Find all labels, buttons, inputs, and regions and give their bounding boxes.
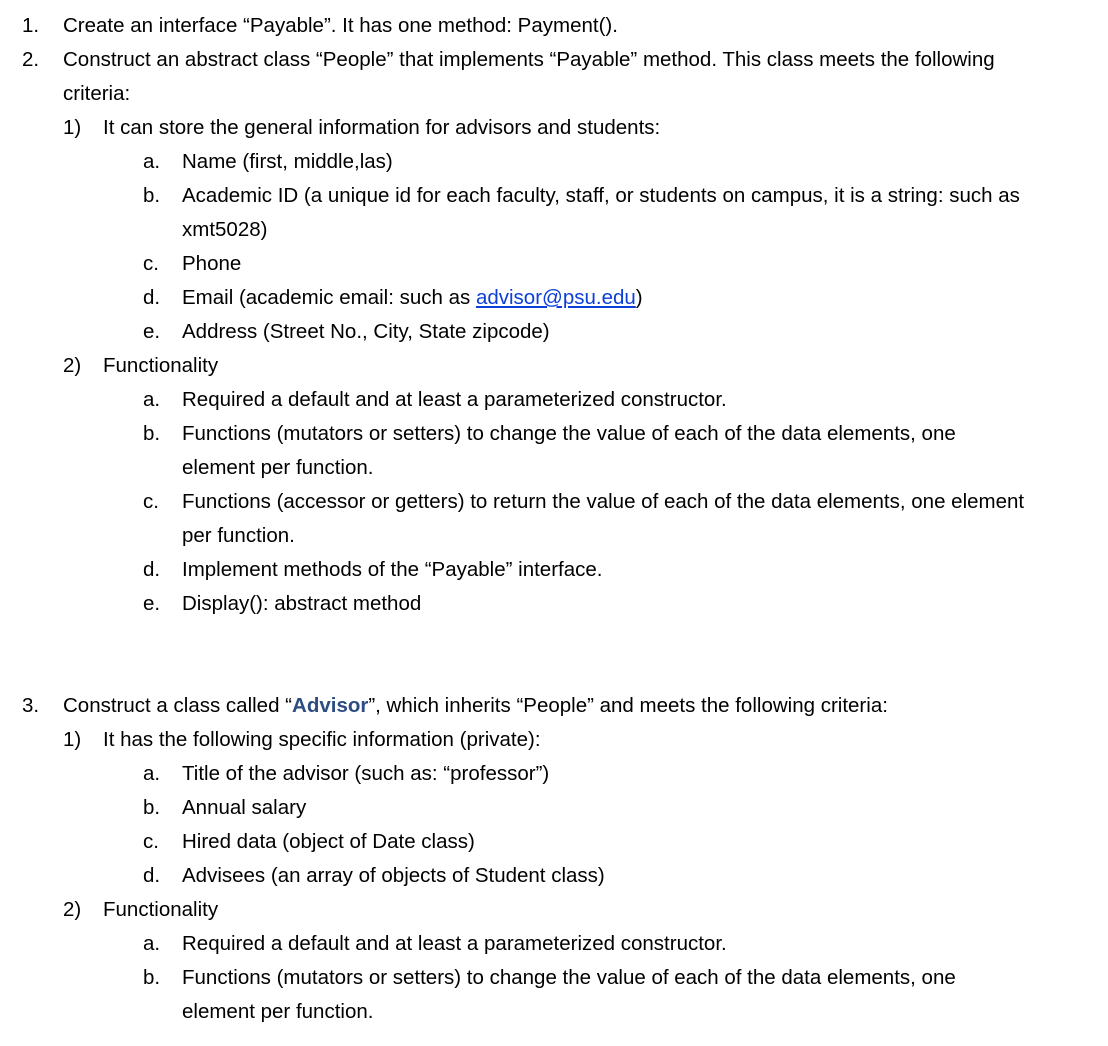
advisor-info-d-text: Advisees (an array of objects of Student class): [182, 864, 605, 887]
advisor-func-b-marker: b.: [143, 966, 161, 989]
people-func-c-marker: c.: [143, 490, 159, 513]
item-3-line: [63, 694, 888, 718]
people-func-c-text: Functions (accessor or getters) to return the value of each of the data elements, one element: [182, 490, 1025, 513]
advisor-func-a-marker: a.: [143, 932, 161, 955]
item-2-text-continued: criteria:: [63, 82, 131, 105]
item-3-text-end: ”, which inherits “People” and meets the following criteria:: [368, 694, 888, 717]
advisor-sub-2-text: Functionality: [103, 898, 219, 921]
people-sub-1-marker: 1): [63, 116, 82, 139]
item-1-text: Create an interface “Payable”. It has one method: Payment().: [63, 14, 618, 37]
advisor-info-d-marker: d.: [143, 864, 161, 887]
advisor-info-a-marker: a.: [143, 762, 161, 785]
item-3-text: Construct a class called “: [63, 694, 293, 717]
people-func-b-text: Functions (mutators or setters) to change the value of each of the data elements, one: [182, 422, 956, 445]
people-func-c-text-continued: per function.: [182, 524, 295, 547]
people-info-b-text: Academic ID (a unique id for each faculty, staff, or students on campus, it is a string: such as: [182, 184, 1020, 207]
people-info-d-text-end: ): [635, 286, 643, 309]
people-info-a-text: Name (first, middle,las): [182, 150, 393, 173]
item-2-text: Construct an abstract class “People” that implements “Payable” method. This class meets the following: [63, 48, 995, 71]
advisor-info-b-marker: b.: [143, 796, 161, 819]
people-info-b-text-continued: xmt5028): [182, 218, 268, 241]
people-info-c-text: Phone: [182, 252, 242, 275]
email-link[interactable]: advisor@psu.edu: [475, 286, 636, 309]
list-marker-2: 2.: [22, 48, 40, 71]
people-info-d-text: Email (academic email: such as: [182, 286, 476, 309]
people-info-e-marker: e.: [143, 320, 161, 343]
people-info-d-marker: d.: [143, 286, 161, 309]
people-func-b-text-continued: element per function.: [182, 456, 374, 479]
people-info-c-marker: c.: [143, 252, 159, 275]
people-sub-2-text: Functionality: [103, 354, 219, 377]
people-func-d-marker: d.: [143, 558, 161, 581]
people-func-a-marker: a.: [143, 388, 161, 411]
advisor-sub-2-marker: 2): [63, 898, 82, 921]
people-info-d-line: [182, 286, 643, 310]
advisor-sub-1-text: It has the following specific information (private):: [103, 728, 541, 751]
people-sub-2-marker: 2): [63, 354, 82, 377]
people-func-d-text: Implement methods of the “Payable” interface.: [182, 558, 603, 581]
list-marker-3: 3.: [22, 694, 40, 717]
advisor-info-c-marker: c.: [143, 830, 159, 853]
people-info-a-marker: a.: [143, 150, 161, 173]
advisor-info-a-text: Title of the advisor (such as: “professor”): [182, 762, 550, 785]
advisor-info-c-text: Hired data (object of Date class): [182, 830, 475, 853]
advisor-sub-1-marker: 1): [63, 728, 82, 751]
people-info-b-marker: b.: [143, 184, 161, 207]
people-func-e-text: Display(): abstract method: [182, 592, 422, 615]
people-sub-1-text: It can store the general information for advisors and students:: [103, 116, 661, 139]
list-marker-1: 1.: [22, 14, 40, 37]
people-func-a-text: Required a default and at least a parameterized constructor.: [182, 388, 727, 411]
advisor-func-a-text: Required a default and at least a parameterized constructor.: [182, 932, 727, 955]
people-info-e-text: Address (Street No., City, State zipcode): [182, 320, 550, 343]
people-func-e-marker: e.: [143, 592, 161, 615]
advisor-func-b-text-continued: element per function.: [182, 1000, 374, 1023]
advisor-func-b-text: Functions (mutators or setters) to change the value of each of the data elements, one: [182, 966, 956, 989]
advisor-info-b-text: Annual salary: [182, 796, 307, 819]
advisor-class-name: Advisor: [292, 694, 369, 717]
people-func-b-marker: b.: [143, 422, 161, 445]
